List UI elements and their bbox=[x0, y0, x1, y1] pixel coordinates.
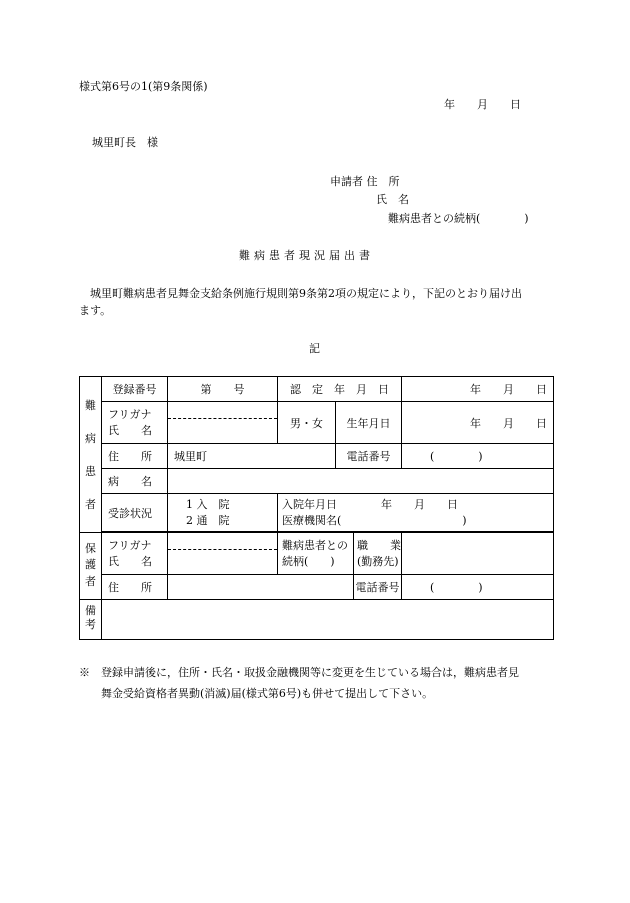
guardian-phone-value[interactable]: ( ) bbox=[402, 575, 554, 600]
remarks-label: 備考 bbox=[80, 600, 102, 640]
guardian-name-label: 氏 名 bbox=[108, 554, 152, 568]
reg-no-label: 登録番号 bbox=[102, 377, 168, 402]
admission-date[interactable]: 入院年月日 年 月 日 bbox=[282, 498, 458, 512]
birth-label: 生年月日 bbox=[336, 402, 402, 444]
form-number: 様式第6号の1(第9条関係) bbox=[79, 80, 208, 93]
furigana-label: フリガナ bbox=[108, 407, 152, 421]
remarks-value[interactable] bbox=[102, 600, 554, 640]
visit-option-outpatient[interactable]: 2 通 院 bbox=[186, 513, 230, 527]
visit-option-inpatient[interactable]: 1 入 院 bbox=[186, 498, 230, 512]
date-line: 年 月 日 bbox=[444, 98, 521, 111]
ki-heading: 記 bbox=[309, 342, 320, 355]
furigana-dashed-line bbox=[168, 405, 277, 419]
cert-date-value[interactable]: 年 月 日 bbox=[402, 377, 554, 402]
guardian-name-field[interactable] bbox=[168, 533, 278, 575]
guardian-furigana-label: フリガナ bbox=[108, 538, 152, 552]
guardian-furigana-dashed-line bbox=[168, 536, 277, 550]
phone-value[interactable]: ( ) bbox=[402, 444, 554, 469]
guardian-address-label: 住 所 bbox=[102, 575, 168, 600]
disease-label: 病 名 bbox=[102, 469, 168, 494]
reg-no-value[interactable]: 第 号 bbox=[168, 377, 278, 402]
addressee: 城里町長 様 bbox=[92, 136, 158, 149]
footnote bbox=[79, 662, 559, 705]
applicant-address-label: 申請者 住 所 bbox=[330, 175, 400, 188]
guardian-address-value[interactable] bbox=[168, 575, 354, 600]
visit-details[interactable] bbox=[278, 494, 554, 532]
body-line-2: ます。 bbox=[79, 304, 112, 317]
applicant-relation-label: 難病患者との続柄( ) bbox=[388, 212, 529, 225]
patient-group-label: 難病患者 bbox=[80, 377, 102, 533]
phone-label: 電話番号 bbox=[336, 444, 402, 469]
guardian-phone-label: 電話番号 bbox=[354, 575, 402, 600]
disease-value[interactable] bbox=[168, 469, 554, 494]
occupation-label: 職 業 (勤務先) bbox=[354, 533, 402, 575]
visit-options[interactable] bbox=[168, 494, 278, 532]
medical-institution[interactable]: 医療機関名( ) bbox=[282, 513, 467, 527]
guardian-group-label: 保護者 bbox=[80, 533, 102, 600]
name-label: 氏 名 bbox=[108, 423, 152, 437]
visit-label: 受診状況 bbox=[102, 494, 168, 532]
footnote-line-1: ※ 登録申請後に，住所・氏名・取扱金融機関等に変更を生じている場合は，難病患者見 bbox=[79, 666, 519, 679]
gender-field[interactable]: 男・女 bbox=[278, 402, 336, 444]
body-line-1: 城里町難病患者見舞金支給条例施行規則第9条第2項の規定により，下記のとおり届け出 bbox=[90, 287, 522, 300]
guardian-relation-label: 難病患者との 続柄( ) bbox=[278, 533, 354, 575]
cert-date-label: 認 定 年 月 日 bbox=[278, 377, 402, 402]
footnote-line-2: 舞金受給資格者異動(消滅)届(様式第6号)も併せて提出して下さい。 bbox=[101, 687, 434, 701]
furigana-name-label bbox=[102, 402, 168, 444]
occupation-value[interactable] bbox=[402, 533, 554, 575]
address-value[interactable]: 城里町 bbox=[168, 444, 336, 469]
address-label: 住 所 bbox=[102, 444, 168, 469]
report-form-table bbox=[79, 376, 554, 640]
document-title: 難病患者現況届出書 bbox=[239, 249, 374, 262]
applicant-name-label: 氏 名 bbox=[376, 193, 409, 206]
name-field[interactable] bbox=[168, 402, 278, 444]
guardian-furigana-name-label bbox=[102, 533, 168, 575]
birth-value[interactable]: 年 月 日 bbox=[402, 402, 554, 444]
